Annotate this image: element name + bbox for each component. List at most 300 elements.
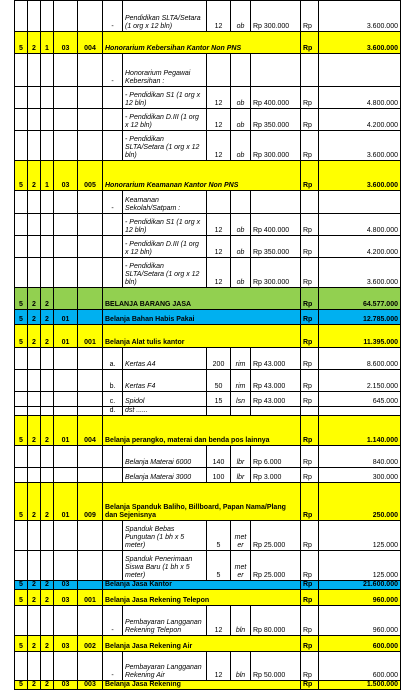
total-rp <box>301 407 319 416</box>
code-empty <box>54 348 78 370</box>
item-price <box>251 191 301 214</box>
item-unit: bln <box>231 606 251 636</box>
code-3: 2 <box>41 288 54 310</box>
code-4: 03 <box>54 590 78 606</box>
code-empty <box>28 258 41 288</box>
line-item-row <box>15 446 401 468</box>
total-rp: Rp <box>301 236 319 258</box>
item-mark <box>103 131 123 161</box>
code-3: 2 <box>41 581 54 590</box>
item-description: - Pendidikan D.III (1 org x 12 bln) <box>123 109 207 131</box>
code-empty <box>41 521 54 551</box>
total-amount: 3.600.000 <box>319 161 401 191</box>
item-description: Spidol <box>123 392 207 407</box>
item-volume: 5 <box>207 551 231 581</box>
code-empty <box>28 392 41 407</box>
total-rp: Rp <box>301 131 319 161</box>
total-amount: 600.000 <box>319 652 401 681</box>
code-5: 001 <box>78 590 103 606</box>
total-rp: Rp <box>301 606 319 636</box>
code-empty <box>28 131 41 161</box>
total-rp: Rp <box>301 681 319 690</box>
total-amount: 1.500.000 <box>319 681 401 690</box>
code-empty <box>15 392 28 407</box>
code-empty <box>78 370 103 392</box>
code-empty <box>78 131 103 161</box>
code-3: 2 <box>41 325 54 348</box>
code-empty <box>15 407 28 416</box>
code-3: 2 <box>41 636 54 652</box>
line-item-row <box>15 370 401 392</box>
total-amount: 21.600.000 <box>319 581 401 590</box>
item-price: Rp 400.000 <box>251 87 301 109</box>
item-volume <box>207 54 231 87</box>
line-item-row <box>15 521 401 551</box>
code-2: 2 <box>28 581 41 590</box>
code-empty <box>15 551 28 581</box>
code-empty <box>41 258 54 288</box>
item-mark <box>103 87 123 109</box>
item-volume: 12 <box>207 131 231 161</box>
total-amount: 300.000 <box>319 468 401 483</box>
item-price: Rp 25.000 <box>251 521 301 551</box>
account-header-row <box>15 288 401 310</box>
item-volume: 200 <box>207 348 231 370</box>
total-amount: 4.800.000 <box>319 214 401 236</box>
item-unit: ob <box>231 87 251 109</box>
code-empty <box>15 191 28 214</box>
code-4: 03 <box>54 32 78 54</box>
item-unit: lbr <box>231 446 251 468</box>
code-empty <box>54 606 78 636</box>
code-1: 5 <box>15 32 28 54</box>
code-4: 01 <box>54 310 78 325</box>
code-empty <box>78 109 103 131</box>
code-empty <box>15 236 28 258</box>
total-rp: Rp <box>301 652 319 681</box>
item-volume: 12 <box>207 606 231 636</box>
item-price: Rp 80.000 <box>251 606 301 636</box>
item-unit: met er <box>231 521 251 551</box>
code-5: 001 <box>78 325 103 348</box>
code-1: 5 <box>15 636 28 652</box>
code-4 <box>54 288 78 310</box>
code-3: 2 <box>41 310 54 325</box>
code-empty <box>28 468 41 483</box>
code-empty <box>54 1 78 32</box>
total-rp: Rp <box>301 310 319 325</box>
item-volume: 12 <box>207 109 231 131</box>
item-volume: 12 <box>207 87 231 109</box>
account-name: Belanja Jasa Kantor <box>103 581 301 590</box>
account-header-row <box>15 310 401 325</box>
code-empty <box>15 109 28 131</box>
code-1: 5 <box>15 581 28 590</box>
code-5: 003 <box>78 681 103 690</box>
code-empty <box>28 191 41 214</box>
code-2: 2 <box>28 310 41 325</box>
code-empty <box>54 236 78 258</box>
code-empty <box>41 551 54 581</box>
total-rp: Rp <box>301 416 319 446</box>
code-empty <box>41 236 54 258</box>
total-rp: Rp <box>301 483 319 521</box>
item-description: - Pendidikan D.III (1 org x 12 bln) <box>123 236 207 258</box>
account-name: Belanja Bahan Habis Pakai <box>103 310 301 325</box>
code-empty <box>78 348 103 370</box>
code-3: 2 <box>41 681 54 690</box>
code-4: 03 <box>54 636 78 652</box>
item-price: Rp 300.000 <box>251 131 301 161</box>
item-volume: 5 <box>207 521 231 551</box>
item-description: - Pendidikan S1 (1 org x 12 bln) <box>123 214 207 236</box>
account-header-row <box>15 32 401 54</box>
code-empty <box>28 236 41 258</box>
code-1: 5 <box>15 310 28 325</box>
total-amount: 3.600.000 <box>319 258 401 288</box>
code-5 <box>78 581 103 590</box>
code-empty <box>28 87 41 109</box>
item-price <box>251 54 301 87</box>
line-item-row <box>15 236 401 258</box>
item-unit <box>231 191 251 214</box>
total-rp: Rp <box>301 325 319 348</box>
total-amount: 840.000 <box>319 446 401 468</box>
item-unit <box>231 54 251 87</box>
code-empty <box>78 407 103 416</box>
code-empty <box>78 1 103 32</box>
code-empty <box>54 551 78 581</box>
code-3: 1 <box>41 32 54 54</box>
item-unit: met er <box>231 551 251 581</box>
total-rp: Rp <box>301 214 319 236</box>
code-5 <box>78 288 103 310</box>
code-empty <box>41 370 54 392</box>
item-price: Rp 350.000 <box>251 109 301 131</box>
total-amount: 960.000 <box>319 590 401 606</box>
code-2: 2 <box>28 483 41 521</box>
line-item-row <box>15 109 401 131</box>
code-empty <box>54 191 78 214</box>
code-empty <box>54 54 78 87</box>
item-mark: - <box>103 606 123 636</box>
item-volume: 12 <box>207 652 231 681</box>
account-name: Belanja Jasa Rekening Telepon <box>103 590 301 606</box>
total-amount <box>319 54 401 87</box>
item-price: Rp 25.000 <box>251 551 301 581</box>
code-empty <box>78 392 103 407</box>
total-amount: 4.800.000 <box>319 87 401 109</box>
item-price: Rp 400.000 <box>251 214 301 236</box>
total-amount: 1.140.000 <box>319 416 401 446</box>
item-unit: lsn <box>231 392 251 407</box>
account-header-row <box>15 581 401 590</box>
code-empty <box>15 606 28 636</box>
code-empty <box>28 521 41 551</box>
code-empty <box>54 446 78 468</box>
total-rp: Rp <box>301 288 319 310</box>
item-unit: rim <box>231 348 251 370</box>
item-volume: 12 <box>207 214 231 236</box>
line-item-row <box>15 214 401 236</box>
code-2: 2 <box>28 681 41 690</box>
code-empty <box>78 468 103 483</box>
code-empty <box>78 54 103 87</box>
item-mark <box>103 258 123 288</box>
item-mark <box>103 214 123 236</box>
item-mark: c. <box>103 392 123 407</box>
code-2: 2 <box>28 590 41 606</box>
code-2: 2 <box>28 325 41 348</box>
line-item-row <box>15 652 401 681</box>
code-empty <box>78 236 103 258</box>
code-empty <box>78 87 103 109</box>
code-empty <box>41 1 54 32</box>
item-mark <box>103 468 123 483</box>
code-empty <box>54 87 78 109</box>
code-empty <box>54 109 78 131</box>
item-mark <box>103 521 123 551</box>
total-rp: Rp <box>301 87 319 109</box>
code-empty <box>54 652 78 681</box>
item-mark: b. <box>103 370 123 392</box>
code-empty <box>28 348 41 370</box>
code-empty <box>15 446 28 468</box>
item-mark: - <box>103 1 123 32</box>
item-volume: 50 <box>207 370 231 392</box>
total-amount: 3.600.000 <box>319 131 401 161</box>
total-amount: 3.600.000 <box>319 32 401 54</box>
code-3: 1 <box>41 161 54 191</box>
line-item-row <box>15 258 401 288</box>
total-rp: Rp <box>301 370 319 392</box>
code-empty <box>78 191 103 214</box>
code-empty <box>15 87 28 109</box>
code-empty <box>41 468 54 483</box>
account-header-row <box>15 681 401 690</box>
total-amount: 8.600.000 <box>319 348 401 370</box>
item-unit: ob <box>231 258 251 288</box>
code-empty <box>78 606 103 636</box>
code-empty <box>15 131 28 161</box>
item-unit: ob <box>231 131 251 161</box>
code-empty <box>41 446 54 468</box>
code-empty <box>28 109 41 131</box>
total-rp: Rp <box>301 521 319 551</box>
code-empty <box>78 521 103 551</box>
code-5: 004 <box>78 32 103 54</box>
code-empty <box>54 131 78 161</box>
code-1: 5 <box>15 590 28 606</box>
code-empty <box>15 348 28 370</box>
total-rp: Rp <box>301 590 319 606</box>
code-empty <box>15 1 28 32</box>
item-volume <box>207 191 231 214</box>
total-amount <box>319 191 401 214</box>
item-volume: 15 <box>207 392 231 407</box>
code-empty <box>28 606 41 636</box>
total-amount: 12.785.000 <box>319 310 401 325</box>
line-item-row <box>15 87 401 109</box>
code-empty <box>54 392 78 407</box>
total-amount: 11.395.000 <box>319 325 401 348</box>
item-unit: ob <box>231 1 251 32</box>
item-volume: 12 <box>207 258 231 288</box>
item-price: Rp 350.000 <box>251 236 301 258</box>
line-item-row <box>15 191 401 214</box>
total-amount: 4.200.000 <box>319 109 401 131</box>
item-price: Rp 3.000 <box>251 468 301 483</box>
code-empty <box>15 258 28 288</box>
line-item-row <box>15 551 401 581</box>
item-mark <box>103 109 123 131</box>
account-name: Belanja Jasa Rekening <box>103 681 301 690</box>
item-description: Kertas A4 <box>123 348 207 370</box>
total-rp: Rp <box>301 348 319 370</box>
item-unit: ob <box>231 236 251 258</box>
code-empty <box>28 1 41 32</box>
account-header-row <box>15 483 401 521</box>
code-empty <box>41 109 54 131</box>
account-name: BELANJA BARANG JASA <box>103 288 301 310</box>
total-amount: 125.000 <box>319 521 401 551</box>
total-amount: 4.200.000 <box>319 236 401 258</box>
code-empty <box>54 407 78 416</box>
item-volume: 140 <box>207 446 231 468</box>
code-empty <box>15 214 28 236</box>
item-description: - Pendidikan S1 (1 org x 12 bln) <box>123 87 207 109</box>
code-3: 2 <box>41 416 54 446</box>
code-empty <box>41 87 54 109</box>
line-item-row <box>15 392 401 407</box>
code-empty <box>41 606 54 636</box>
code-empty <box>28 652 41 681</box>
item-description: - Pendidikan SLTA/Setara (1 org x 12 bln) <box>123 131 207 161</box>
item-volume <box>207 407 231 416</box>
code-1: 5 <box>15 161 28 191</box>
item-price: Rp 50.000 <box>251 652 301 681</box>
total-rp <box>301 54 319 87</box>
code-empty <box>41 54 54 87</box>
code-2: 2 <box>28 636 41 652</box>
item-price: Rp 6.000 <box>251 446 301 468</box>
code-5: 002 <box>78 636 103 652</box>
item-description: - Pendidikan SLTA/Setara (1 org x 12 bln) <box>123 258 207 288</box>
code-empty <box>28 446 41 468</box>
item-description: Spanduk Penerimaan Siswa Baru (1 bh x 5 meter) <box>123 551 207 581</box>
item-unit: rim <box>231 370 251 392</box>
line-item-row <box>15 348 401 370</box>
total-amount: 2.150.000 <box>319 370 401 392</box>
code-empty <box>15 54 28 87</box>
code-empty <box>28 551 41 581</box>
code-empty <box>54 521 78 551</box>
code-1: 5 <box>15 681 28 690</box>
total-rp <box>301 191 319 214</box>
code-empty <box>54 468 78 483</box>
account-header-row <box>15 590 401 606</box>
line-item-row <box>15 407 401 416</box>
item-description: Belanja Materai 6000 <box>123 446 207 468</box>
code-empty <box>54 370 78 392</box>
item-mark: - <box>103 652 123 681</box>
code-empty <box>28 214 41 236</box>
total-amount: 125.000 <box>319 551 401 581</box>
item-price: Rp 300.000 <box>251 1 301 32</box>
item-description: Keamanan Sekolah/Satpam : <box>123 191 207 214</box>
item-mark: - <box>103 191 123 214</box>
item-mark <box>103 551 123 581</box>
item-description: Pembayaran Langganan Rekening Telepon <box>123 606 207 636</box>
line-item-row <box>15 54 401 87</box>
item-description: Kertas F4 <box>123 370 207 392</box>
code-empty <box>28 370 41 392</box>
code-1: 5 <box>15 416 28 446</box>
account-name: Belanja Alat tulis kantor <box>103 325 301 348</box>
code-5: 009 <box>78 483 103 521</box>
total-rp: Rp <box>301 468 319 483</box>
item-unit: ob <box>231 214 251 236</box>
code-empty <box>15 521 28 551</box>
code-1: 5 <box>15 325 28 348</box>
item-description: Honorarium Pegawai Kebersihan : <box>123 54 207 87</box>
account-header-row <box>15 636 401 652</box>
account-name: Honorarium Keamanan Kantor Non PNS <box>103 161 301 191</box>
code-4: 03 <box>54 161 78 191</box>
account-header-row <box>15 161 401 191</box>
account-name: Honorarium Kebersihan Kantor Non PNS <box>103 32 301 54</box>
code-empty <box>28 54 41 87</box>
code-empty <box>41 407 54 416</box>
item-unit: bln <box>231 652 251 681</box>
code-empty <box>78 652 103 681</box>
item-mark: d. <box>103 407 123 416</box>
line-item-row <box>15 1 401 32</box>
code-2: 2 <box>28 288 41 310</box>
account-header-row <box>15 416 401 446</box>
code-empty <box>41 348 54 370</box>
item-mark <box>103 236 123 258</box>
code-empty <box>15 468 28 483</box>
total-amount: 3.600.000 <box>319 1 401 32</box>
code-1: 5 <box>15 483 28 521</box>
item-description: Belanja Materai 3000 <box>123 468 207 483</box>
code-empty <box>78 551 103 581</box>
code-4: 01 <box>54 325 78 348</box>
item-volume: 12 <box>207 1 231 32</box>
code-empty <box>15 652 28 681</box>
item-mark: a. <box>103 348 123 370</box>
item-description: Pembayaran Langganan Rekening Air <box>123 652 207 681</box>
code-4: 03 <box>54 581 78 590</box>
item-unit <box>231 407 251 416</box>
total-amount <box>319 407 401 416</box>
item-unit: ob <box>231 109 251 131</box>
code-empty <box>41 392 54 407</box>
code-empty <box>78 214 103 236</box>
code-3: 2 <box>41 483 54 521</box>
code-4: 01 <box>54 483 78 521</box>
account-name: Belanja perangko, materai dan benda pos lainnya <box>103 416 301 446</box>
code-2: 2 <box>28 416 41 446</box>
total-rp: Rp <box>301 551 319 581</box>
total-rp: Rp <box>301 109 319 131</box>
code-4: 03 <box>54 681 78 690</box>
item-unit: lbr <box>231 468 251 483</box>
total-amount: 960.000 <box>319 606 401 636</box>
total-amount: 64.577.000 <box>319 288 401 310</box>
code-2: 2 <box>28 32 41 54</box>
